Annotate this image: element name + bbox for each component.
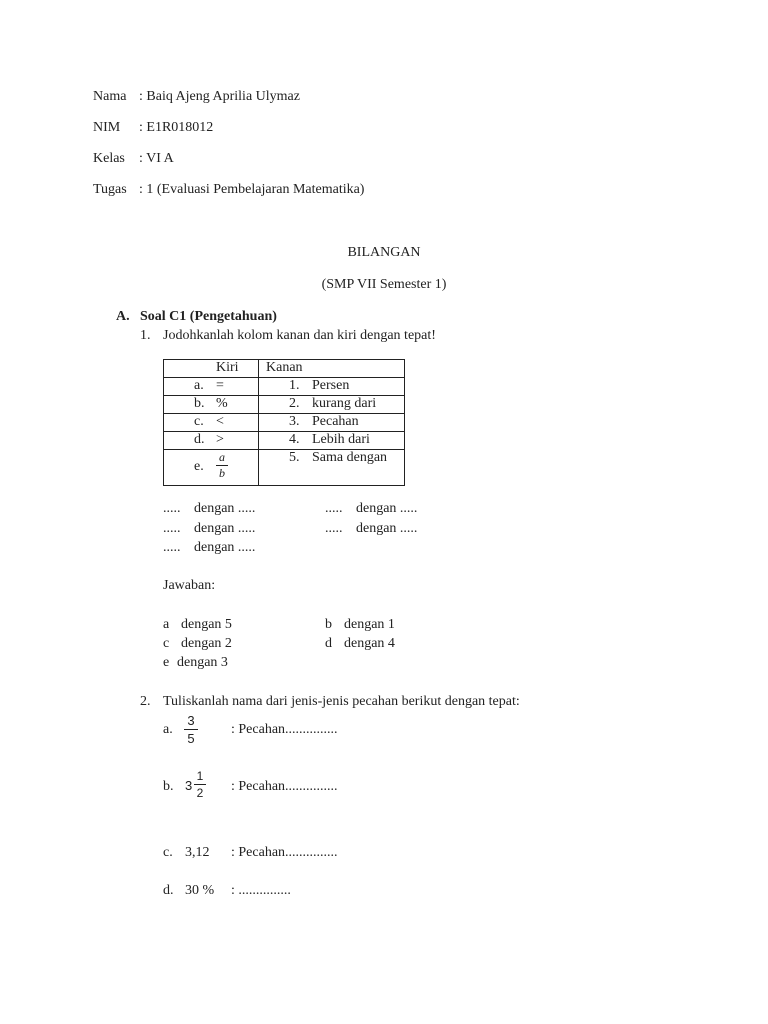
kanan-text: Sama dengan xyxy=(312,450,388,465)
q1-number: 1. xyxy=(140,328,151,343)
table-row xyxy=(164,450,405,486)
q1-text: Jodohkanlah kolom kanan dan kiri dengan tepat! xyxy=(163,328,436,343)
answer-label: Jawaban: xyxy=(163,578,216,593)
kiri-symbol: = xyxy=(216,378,224,393)
q2-item-answer: : Pecahan............... xyxy=(231,845,338,860)
page-title: BILANGAN xyxy=(347,245,421,260)
q2-item-letter: b. xyxy=(163,779,174,794)
q2-item-value: 3,12 xyxy=(185,845,210,860)
kanan-text: Persen xyxy=(312,378,350,393)
kanan-number: 1. xyxy=(289,378,300,393)
table-row xyxy=(164,396,405,414)
answer-letter: a xyxy=(163,617,170,632)
answer-text: dengan 4 xyxy=(344,636,395,651)
blank-text: dengan ..... xyxy=(194,540,256,555)
answer-letter: e xyxy=(163,655,170,670)
kiri-symbol: > xyxy=(216,432,224,447)
kanan-number: 2. xyxy=(289,396,300,411)
answer-text: dengan 3 xyxy=(177,655,228,670)
fraction-3-over-5: 3 5 xyxy=(184,713,198,746)
section-heading: Soal C1 (Pengetahuan) xyxy=(140,309,277,324)
q2-text: Tuliskanlah nama dari jenis-jenis pecahan berikut dengan tepat: xyxy=(163,694,520,709)
answer-letter: b xyxy=(325,617,332,632)
table-row xyxy=(164,432,405,450)
kanan-number: 4. xyxy=(289,432,300,447)
blank-dots: ..... xyxy=(325,501,343,516)
q2-number: 2. xyxy=(140,694,151,709)
field-label-nim: NIM xyxy=(93,120,121,135)
q2-item-answer: : Pecahan............... xyxy=(231,722,338,737)
field-label-tugas: Tugas xyxy=(93,182,127,197)
blank-text: dengan ..... xyxy=(194,501,256,516)
blank-dots: ..... xyxy=(163,540,181,555)
q2-item-letter: d. xyxy=(163,883,174,898)
kiri-letter: b. xyxy=(194,396,205,411)
blank-dots: ..... xyxy=(163,501,181,516)
kiri-letter: a. xyxy=(194,378,204,393)
blank-text: dengan ..... xyxy=(194,521,256,536)
kanan-text: kurang dari xyxy=(312,396,377,411)
mixed-whole: 3 xyxy=(185,778,193,793)
q2-item-answer: : Pecahan............... xyxy=(231,779,338,794)
answer-text: dengan 2 xyxy=(181,636,232,651)
fraction-1-over-2: 1 2 xyxy=(194,769,206,800)
table-row xyxy=(164,414,405,432)
kiri-symbol: % xyxy=(216,396,228,411)
kanan-number: 5. xyxy=(289,450,300,465)
blank-dots: ..... xyxy=(163,521,181,536)
q2-item-value: 30 % xyxy=(185,883,215,898)
answer-letter: c xyxy=(163,636,170,651)
field-value-kelas: : VI A xyxy=(139,151,174,166)
col-kanan-header: Kanan xyxy=(266,360,303,375)
kanan-number: 3. xyxy=(289,414,300,429)
matching-table xyxy=(163,359,405,486)
field-value-nama: : Baiq Ajeng Aprilia Ulymaz xyxy=(139,89,300,104)
answer-letter: d xyxy=(325,636,332,651)
table-row xyxy=(164,378,405,396)
section-marker: A. xyxy=(116,309,130,324)
blank-text: dengan ..... xyxy=(356,521,418,536)
page-subtitle: (SMP VII Semester 1) xyxy=(321,277,447,292)
answer-text: dengan 1 xyxy=(344,617,395,632)
field-label-kelas: Kelas xyxy=(93,151,125,166)
field-value-tugas: : 1 (Evaluasi Pembelajaran Matematika) xyxy=(139,182,365,197)
kiri-letter: c. xyxy=(194,414,204,429)
fraction-a-over-b: a b xyxy=(216,451,228,480)
blank-text: dengan ..... xyxy=(356,501,418,516)
kanan-text: Lebih dari xyxy=(312,432,370,447)
answer-text: dengan 5 xyxy=(181,617,232,632)
kiri-letter: d. xyxy=(194,432,205,447)
kiri-symbol: < xyxy=(216,414,224,429)
field-value-nim: : E1R018012 xyxy=(139,120,214,135)
kiri-letter: e. xyxy=(194,459,204,474)
col-kiri-header: Kiri xyxy=(216,360,239,375)
table-header-row xyxy=(164,360,405,378)
q2-item-letter: a. xyxy=(163,722,173,737)
blank-dots: ..... xyxy=(325,521,343,536)
q2-item-answer: : ............... xyxy=(231,883,291,898)
field-label-nama: Nama xyxy=(93,89,127,104)
kanan-text: Pecahan xyxy=(312,414,359,429)
q2-item-letter: c. xyxy=(163,845,173,860)
